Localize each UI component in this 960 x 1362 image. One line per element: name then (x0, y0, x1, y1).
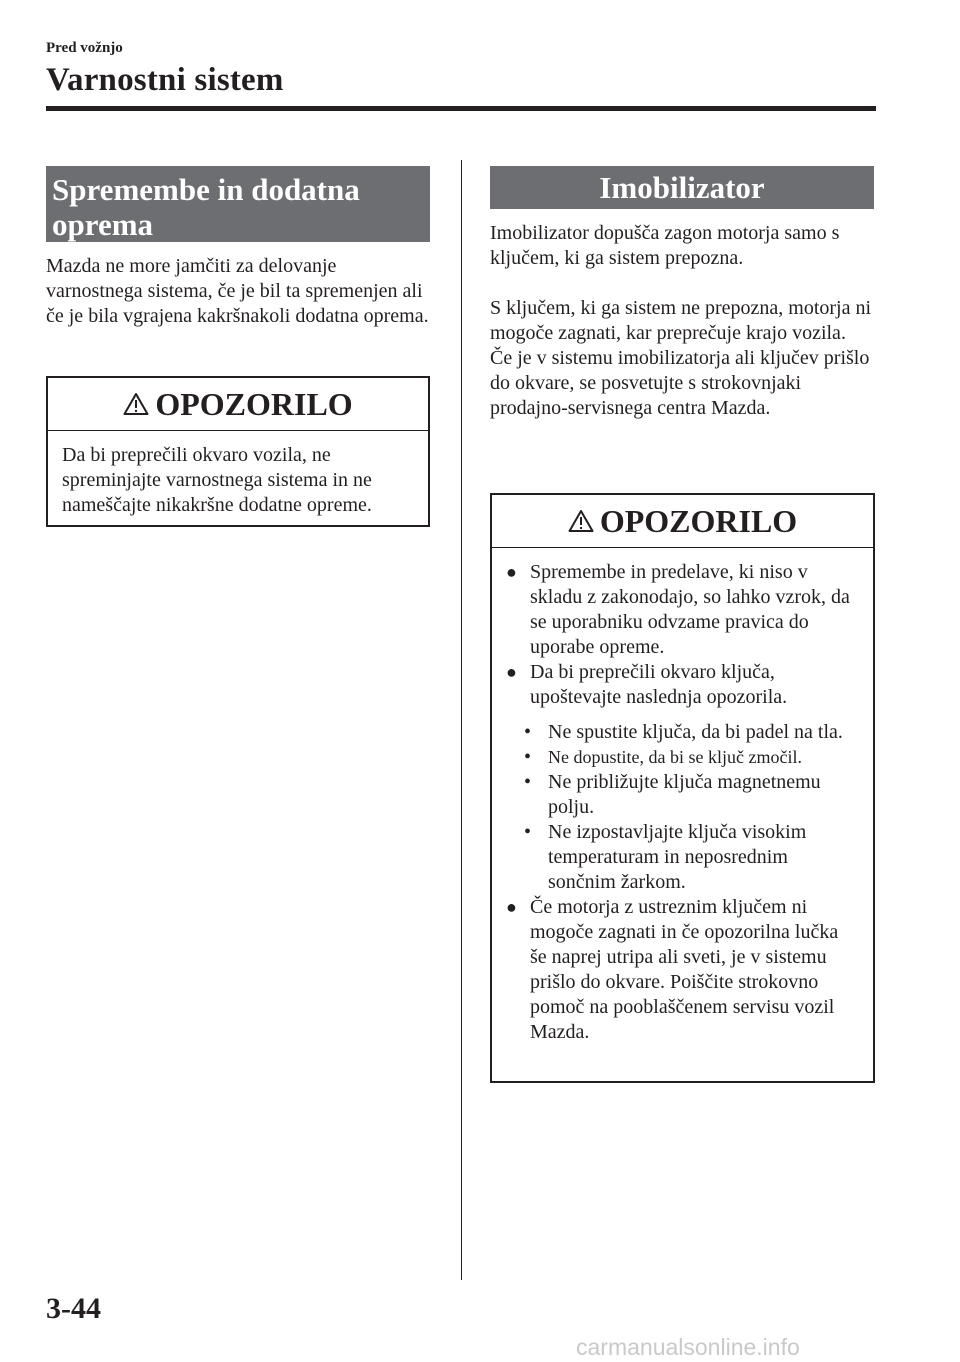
title-rule (46, 106, 876, 111)
bullet-icon: ● (506, 562, 517, 582)
sub-bullet-icon: • (524, 771, 532, 793)
imobilizator-paragraph-2-text: S ključem, ki ga sistem ne prepozna, motorja ni mogoče zagnati, kar preprečuje krajo vozila. (490, 297, 872, 344)
list-item-text: Spremembe in predelave, ki niso v skladu z zakonodajo, so lahko vzrok, da se uporabniku odvzame pravica do uporabe opreme. (530, 561, 850, 658)
warning-text: Da bi preprečili okvaro vozila, ne spreminjajte varnostnega sistema in ne nameščajte nikakršne dodatne opreme. (62, 444, 372, 516)
sub-bullet-icon: • (524, 821, 532, 843)
page-number: 3-44 (46, 1292, 101, 1325)
imobilizator-paragraph-3-text: Če je v sistemu imobilizatorja ali ključev prišlo do okvare, se posvetujte s strokovnjaki prodajno-servisnega centra Mazda. (490, 347, 870, 419)
warning-box-right (490, 493, 875, 1083)
list-item (506, 560, 859, 660)
banner-line-2: oprema (52, 207, 154, 242)
list-item-text: Če motorja z ustreznim ključem ni mogoče zagnati in če opozorilna lučka še naprej utripa ali sveti, je v sistemu prišlo do okvare. Poiščite strokovno pomoč na pooblaščenem servisu vozil Mazda. (530, 896, 839, 1043)
intro-paragraph: Mazda ne more jamčiti za delovanje varnostnega sistema, če je bil ta spremenjen ali če je bila vgrajena kakršnakoli dodatna oprema. (46, 255, 429, 327)
imobilizator-paragraph-1: Imobilizator dopušča zagon motorja samo s ključem, ki ga sistem prepozna. (490, 222, 840, 269)
list-item (506, 660, 859, 710)
warning-heading: OPOZORILO (155, 385, 353, 422)
sub-list-item (506, 770, 859, 820)
warning-triangle-icon (568, 509, 594, 533)
bullet-icon: ● (506, 897, 517, 917)
warning-header (48, 378, 428, 431)
warning-list (492, 548, 873, 1055)
warning-box-left (46, 376, 430, 527)
bullet-icon: ● (506, 662, 517, 682)
sub-list-item (506, 720, 859, 745)
sub-list-item-text: Ne spustite ključa, da bi padel na tla. (548, 721, 843, 743)
list-item (506, 895, 859, 1045)
warning-heading: OPOZORILO (599, 502, 798, 539)
sub-list-item (506, 745, 859, 770)
banner-line-1: Spremembe in dodatna (52, 172, 360, 207)
section-banner-imobilizator: Imobilizator (490, 166, 874, 209)
sub-bullet-icon: • (524, 721, 532, 743)
warning-triangle-icon (123, 392, 149, 416)
imobilizator-paragraph-2 (490, 296, 874, 421)
breadcrumb: Pred vožnjo (46, 40, 123, 56)
sub-list-item-text: Ne dopustite, da bi se ključ zmočil. (548, 747, 802, 767)
sub-list-item (506, 820, 859, 895)
list-item-text: Da bi preprečili okvaro ključa, upoštevajte naslednja opozorila. (530, 661, 788, 708)
sub-bullet-icon: • (524, 746, 532, 768)
page-title: Varnostni sistem (46, 62, 284, 98)
watermark-link[interactable]: carmanualsonline.info (576, 1334, 800, 1360)
sub-list-item-text: Ne izpostavljajte ključa visokim temperaturam in neposrednim sončnim žarkom. (548, 821, 807, 893)
warning-header (492, 495, 873, 548)
sub-list-item-text: Ne približujte ključa magnetnemu polju. (548, 771, 821, 818)
column-divider (461, 160, 462, 1280)
sub-list (506, 720, 859, 895)
section-banner-spremembe (46, 166, 430, 242)
